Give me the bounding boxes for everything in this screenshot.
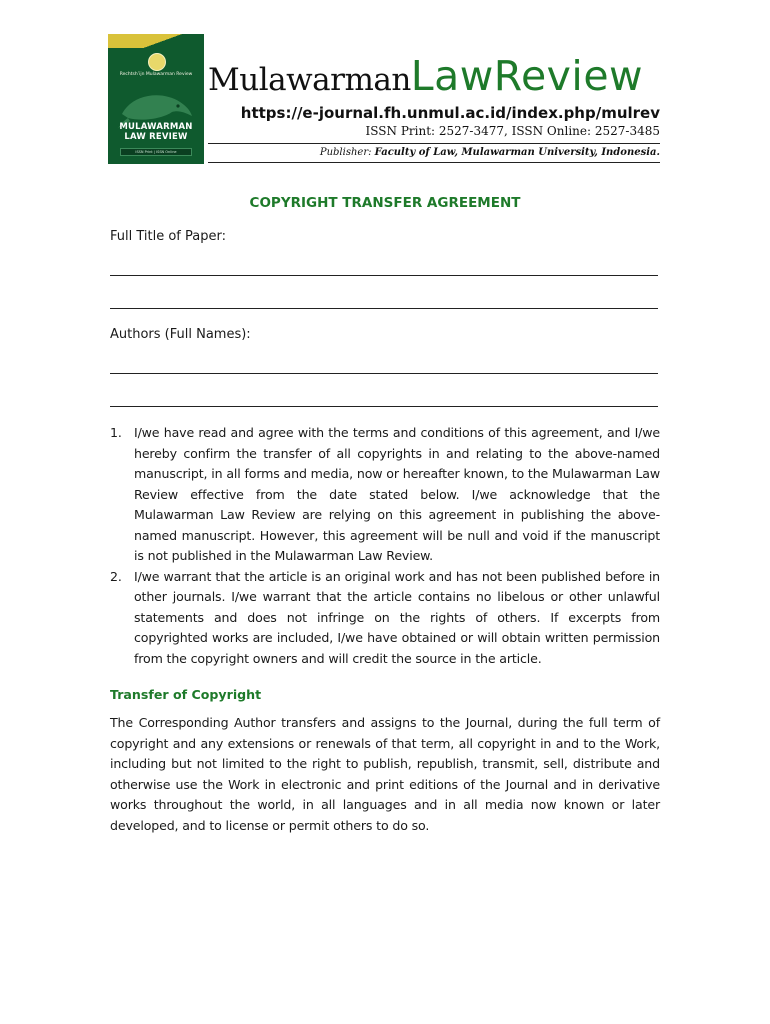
transfer-heading: Transfer of Copyright	[110, 687, 262, 702]
header-divider-bottom	[208, 162, 660, 163]
authors-label: Authors (Full Names):	[110, 327, 251, 342]
term-number: 2.	[110, 568, 122, 584]
cover-small-text: Rechtsh’ijn Mulawarman Review	[119, 72, 193, 77]
paper-title-line-1[interactable]	[110, 275, 658, 276]
authors-line-2[interactable]	[110, 406, 658, 407]
document-title: COPYRIGHT TRANSFER AGREEMENT	[249, 195, 521, 211]
header-divider-top	[208, 143, 660, 144]
term-item	[110, 567, 660, 670]
paper-title-label: Full Title of Paper:	[110, 229, 226, 244]
transfer-paragraph: The Corresponding Author transfers and assigns to the Journal, during the full term of copyright and any extensions or renewals of that term, all copyright in and to the Work, including but not limited to the right to publish, republish, transmit, sell, distribute and otherwise use the Work in electronic and print editions of the Journal and in derivative works throughout the world, in all languages and in all media now known or later developed, and to license or permit others to do so.	[110, 715, 660, 833]
term-text: I/we have read and agree with the terms and conditions of this agreement, and I/we hereby confirm the transfer of all copyrights in and relating to the above-named manuscript, in all forms and media, now or hereafter known, to the Mulawarman Law Review effective from the date stated below. I/we acknowledge that the Mulawarman Law Review are relying on this agreement in publishing the above-named manuscript. However, this agreement will be null and void if the manuscript is not published in the Mulawarman Law Review.	[134, 425, 660, 563]
cover-title-line2: LAW REVIEW	[124, 132, 188, 142]
university-seal-icon	[148, 53, 166, 71]
cover-title-line1: MULAWARMAN	[119, 122, 193, 132]
authors-line-1[interactable]	[110, 373, 658, 374]
paper-title-line-2[interactable]	[110, 308, 658, 309]
journal-cover-image	[108, 34, 204, 164]
journal-name	[208, 52, 644, 100]
cover-issn-bar: ISSN Print | ISSN Online	[120, 148, 192, 156]
journal-url[interactable]: https://e-journal.fh.unmul.ac.id/index.php/mulrev	[240, 104, 660, 122]
journal-name-part2: LawReview	[410, 52, 644, 100]
term-number: 1.	[110, 425, 122, 440]
journal-name-part1: Mulawarman	[208, 62, 411, 98]
publisher-label: Publisher:	[319, 147, 372, 158]
term-text: I/we warrant that the article is an original work and has not been published before in other journals. I/we warrant that the article contains no libelous or other unlawful statements and does not infringe on the rights of others. If excerpts from copyrighted works are included, I/we have obtained or will obtain written permission from the copyright owners and will credit the source in the article.	[134, 568, 660, 666]
term-item	[110, 423, 660, 567]
publisher-line	[320, 147, 660, 158]
publisher-name: Faculty of Law, Mulawarman University, Indonesia.	[374, 147, 660, 158]
cover-title	[108, 122, 204, 142]
terms-list	[110, 423, 660, 669]
issn-line: ISSN Print: 2527-3477, ISSN Online: 2527-3485	[365, 124, 660, 138]
cover-stripe	[108, 34, 204, 48]
